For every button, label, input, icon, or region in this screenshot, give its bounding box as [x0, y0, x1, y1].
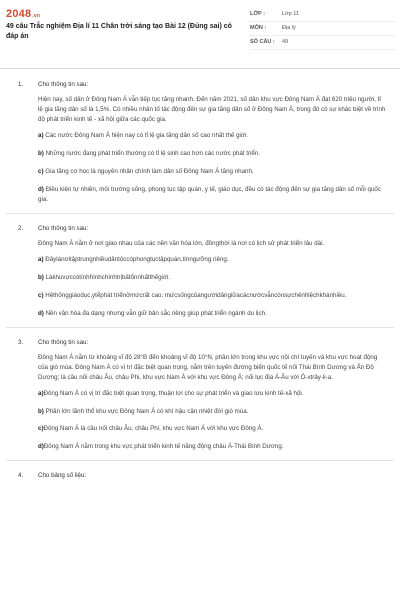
option-d: [38, 185, 386, 205]
option-letter: d): [38, 309, 44, 317]
option-letter: a): [38, 255, 44, 263]
option-a: [38, 389, 386, 399]
option-letter: b): [38, 149, 44, 157]
question-number: 4.: [18, 472, 24, 480]
question-number: 2.: [18, 224, 24, 232]
meta-value: Địa lý: [282, 25, 296, 32]
option-letter: b): [38, 407, 44, 415]
option-text: Đông Nam Á có vị trí đặc biệt quan trọng, thuận lợi cho sự phát triển và giao lưu kinh tế-xã hội.: [43, 389, 304, 397]
option-c: [38, 291, 386, 301]
option-text: Các nước Đông Nam Á hiện nay có tỉ lệ gia tăng dân số cao nhất thế giới.: [45, 132, 249, 140]
option-letter: c): [38, 167, 44, 175]
option-a: [38, 131, 386, 141]
question-divider: [6, 460, 394, 461]
option-text: Đâylànơitậptrungnhiềudântộccóphongtụctậpquán,tínngưỡng riêng.: [45, 255, 229, 263]
option-text: Làkhuvựccótínhhìnhchínhtrịbấtổnnhấtthếgiới.: [45, 273, 171, 281]
option-text: Phần lớn lãnh thổ khu vực Đông Nam Á có khí hậu cận nhiệt đới gió mùa.: [45, 407, 249, 415]
option-letter: b): [38, 273, 44, 281]
question-intro: Cho thông tin sau:: [38, 224, 89, 232]
option-a: [38, 255, 386, 265]
meta-row-class: [250, 8, 396, 22]
question-3: [0, 338, 400, 453]
page-title: 49 câu Trắc nghiệm Địa lí 11 Chân trời sáng tạo Bài 12 (Đúng sai) có đáp án: [6, 23, 232, 41]
question-1: [0, 80, 400, 205]
question-body: Đông Nam Á nằm từ khoảng vĩ độ 28°B đến khoảng vĩ độ 10°N, phần lớn trong khu vực nội chí tuyến và khu vực hoạt động của gió mùa. Đông Nam Á có vị trí đặc biệt quan trọng, nằm trên tuyến đường biển quốc tế nối Thái Bình Dương và Ấn Độ Dương; là cầu nối châu Âu, châu Phi, khu vực Nam Á với khu vực Đông Á; nối lục địa Á-Âu với Ô-xtrây-li-a.: [38, 353, 378, 381]
meta-table: [250, 8, 396, 50]
meta-row-subject: [250, 22, 396, 36]
option-d: [38, 442, 386, 452]
question-body: Hiện nay, số dân ở Đông Nam Á vẫn tiếp tục tăng nhanh. Đến năm 2021, số dân khu vực Đông Nam Á đạt 620 triệu người, tỉ lệ gia tăng dân số là 1,5%. Có nhiều nhân tố tác động đến sự gia tăng dân số ở Đông Nam Á, trong đó có sự khác biệt về trình độ phát triển kinh tế - xã hội giữa các quốc gia.: [38, 96, 386, 124]
option-b: [38, 273, 386, 283]
option-c: [38, 167, 386, 177]
option-text: Đông Nam Á là cầu nối châu Âu, châu Phi, khu vực Nam Á với khu vực Đông Á.: [43, 425, 264, 433]
question-list: [0, 72, 400, 487]
question-intro: Cho bảng số liệu:: [38, 472, 87, 480]
question-intro: Cho thông tin sau:: [38, 338, 89, 346]
logo-text: 2048: [6, 8, 32, 20]
site-logo[interactable]: [6, 6, 40, 23]
option-letter: d): [38, 443, 44, 451]
option-letter: a): [38, 132, 44, 140]
meta-label: LỚP :: [250, 11, 265, 18]
option-text: Điều kiện tự nhiên, môi trường sống, phong tục tập quán, y tế, giáo dục, đều có tác động đến sự gia tăng dân số mỗi quốc gia.: [38, 185, 381, 203]
option-text: Hệthốnggiáodục,ytếphát triểnởmứcrất cao; mứcsốngcủangườidângiữacácnướcvẫncònsựchênhlệchkhánhiều.: [45, 291, 347, 299]
option-b: [38, 407, 386, 417]
meta-value: Lớp 11: [282, 11, 299, 18]
meta-value: 49: [282, 39, 289, 46]
option-letter: c): [38, 291, 44, 299]
option-text: Những nước đang phát triển thường có tỉ lệ sinh cao hơn các nước phát triển.: [45, 149, 260, 157]
question-number: 1.: [18, 81, 24, 88]
question-divider: [6, 327, 394, 328]
question-2: [0, 224, 400, 319]
option-letter: d): [38, 185, 44, 193]
option-text: Gia tăng cơ học là nguyên nhân chính làm dân số Đông Nam Á tăng nhanh.: [45, 167, 254, 175]
meta-row-count: [250, 36, 396, 50]
question-intro: Cho thông tin sau:: [38, 81, 89, 88]
question-4: [0, 471, 400, 480]
option-text: Đông Nam Á nằm trong khu vực phát triển kinh tế năng động châu Á-Thái Bình Dương.: [43, 443, 284, 451]
meta-label: MÔN :: [250, 25, 267, 32]
question-number: 3.: [18, 338, 24, 346]
option-b: [38, 149, 386, 159]
question-body: Đông Nam Á nằm ở nơi giao nhau của các nền văn hóa lớn, đồngthời là nơi có lịch sử phát triển lâu dài.: [38, 239, 325, 247]
option-text: Nền văn hóa đa dạng nhưng vẫn giữ bản sắc riêng giúp phát triển ngành du lịch.: [45, 309, 267, 317]
option-d: [38, 309, 386, 319]
page-header: [0, 0, 400, 66]
option-c: [38, 424, 386, 434]
question-divider: [6, 213, 394, 214]
option-letter: c): [38, 425, 44, 433]
option-letter: a): [38, 389, 44, 397]
logo-tld: .vn: [32, 13, 41, 19]
header-divider: [0, 68, 400, 69]
meta-label: SỐ CÂU :: [250, 39, 275, 46]
